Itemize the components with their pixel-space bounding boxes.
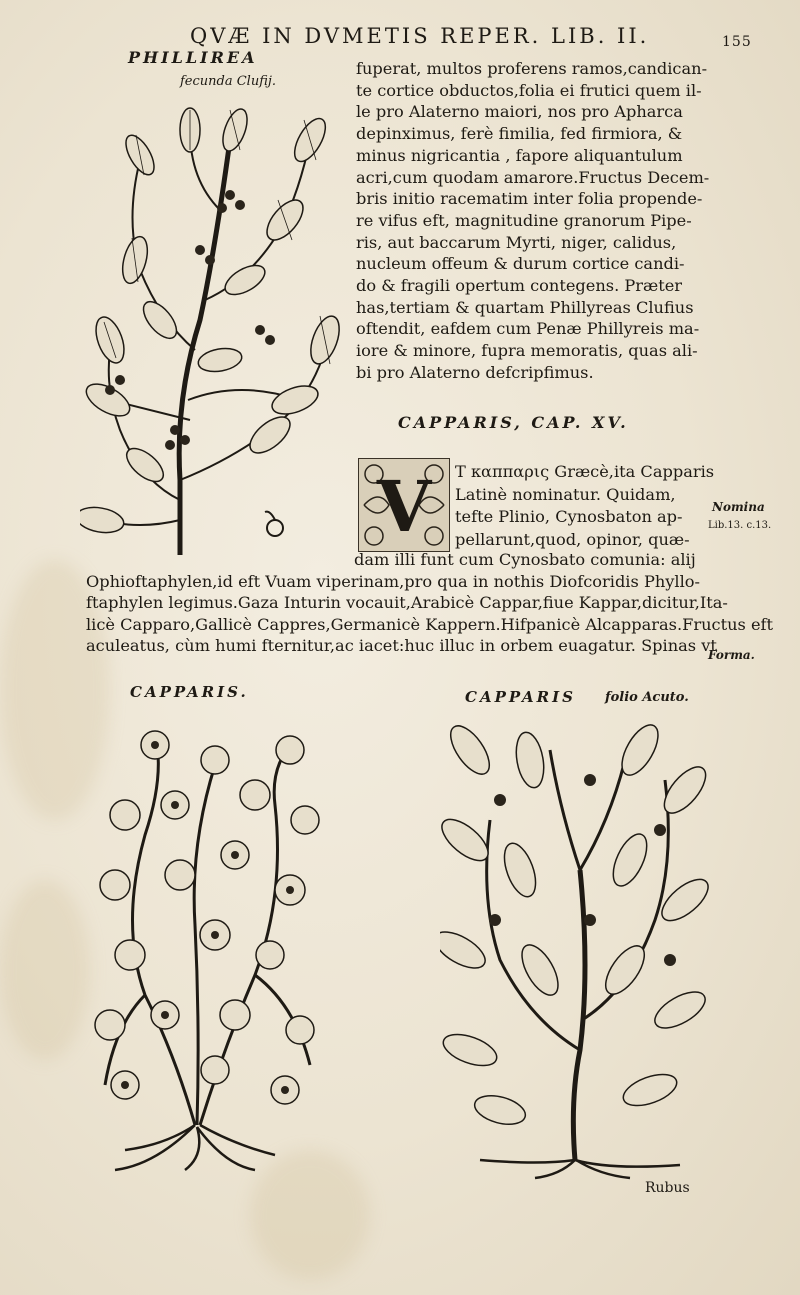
text-line: le pro Alaterno maiori, nos pro Apharca [356, 102, 683, 122]
text-line: te cortice obductos,folia ei frutici quem il- [356, 80, 702, 100]
text-line: bris initio racematim inter folia propende- [356, 189, 703, 209]
text-line: minus nigricantia , fapore aliquantulum [356, 145, 683, 165]
text-line: has,tertiam & quartam Phillyreas Clufius [356, 297, 694, 317]
margin-note-nomina: Nomina [712, 500, 765, 514]
text-line: Ophioftaphylen,id eft Vuam viperinam,pro qua in nothis Diofcoridis Phyllo- [86, 571, 700, 591]
text-line: Latinè nominatur. Quidam, [455, 484, 676, 504]
margin-note-forma: Forma. [708, 648, 755, 662]
text-line: aculeatus, cùm humi fternitur,ac iacet:huc illuc in orbem euagatur. Spinas vt [86, 636, 717, 656]
page-number: 155 [722, 34, 752, 50]
figure-subtitle-phillirea: fecunda Clufij. [180, 74, 277, 89]
figure-title-capparis: CAPPARIS. [130, 683, 249, 701]
capparis-acuto-woodcut-illustration [440, 720, 710, 1180]
text-line: oftendit, eafdem cum Penæ Phillyreis ma- [356, 319, 700, 339]
text-line: nucleum offeum & durum cortice candi- [356, 254, 685, 274]
text-line: iore & minore, fupra memoratis, quas ali- [356, 341, 698, 361]
catchword: Rubus [645, 1180, 690, 1196]
text-line: dam illi funt cum Cynosbato comunia: alij [354, 550, 696, 569]
chapter-heading: CAPPARIS, CAP. XV. [398, 413, 629, 432]
text-block-phillirea [356, 58, 710, 384]
figure-title-capparis-acuto: CAPPARIS [465, 688, 576, 706]
text-line: acri,cum quodam amarore.Fructus Decem- [356, 167, 710, 187]
text-line: pellarunt,quod, opinor, quæ- [455, 529, 690, 549]
text-line: bi pro Alaterno defcripfimus. [356, 362, 594, 382]
capparis-woodcut-illustration [85, 725, 335, 1175]
text-line: ftaphylen legimus.Gaza Inturin vocauit,Arabicè Cappar,fiue Kappar,dicitur,Ita- [86, 593, 728, 613]
ornament-initial-v [359, 459, 449, 551]
text-line: fuperat, multos proferens ramos,candican- [356, 59, 708, 78]
text-line: ris, aut baccarum Myrti, niger, calidus, [356, 232, 677, 252]
figure-title-phillirea: PHILLIREA [128, 48, 258, 67]
paper-stain [0, 880, 90, 1060]
text-line: re vifus eft, magnitudine granorum Pipe- [356, 210, 692, 230]
running-title: QVÆ IN DVMETIS REPER. LIB. II. [190, 24, 650, 48]
phillirea-woodcut-illustration [80, 100, 350, 560]
text-line: tefte Plinio, Cynosbaton ap- [455, 507, 683, 526]
svg-text:V: V [376, 465, 432, 548]
decorated-initial [358, 458, 450, 552]
text-line: T καππαρις Græcè,ita Capparis [455, 462, 715, 481]
margin-note-reference: Lib.13. c.13. [708, 520, 772, 531]
text-line: licè Capparo,Gallicè Cappres,Germanicè Kappern.Hifpanicè Alcapparas.Fructus eft [86, 614, 774, 634]
text-line: do & fragili opertum contegens. Præter [356, 276, 683, 296]
figure-subtitle-capparis-acuto: folio Acuto. [605, 690, 689, 705]
text-block-capparis-intro [455, 461, 715, 551]
text-line: depinximus, ferè fimilia, fed firmiora, & [356, 124, 683, 144]
